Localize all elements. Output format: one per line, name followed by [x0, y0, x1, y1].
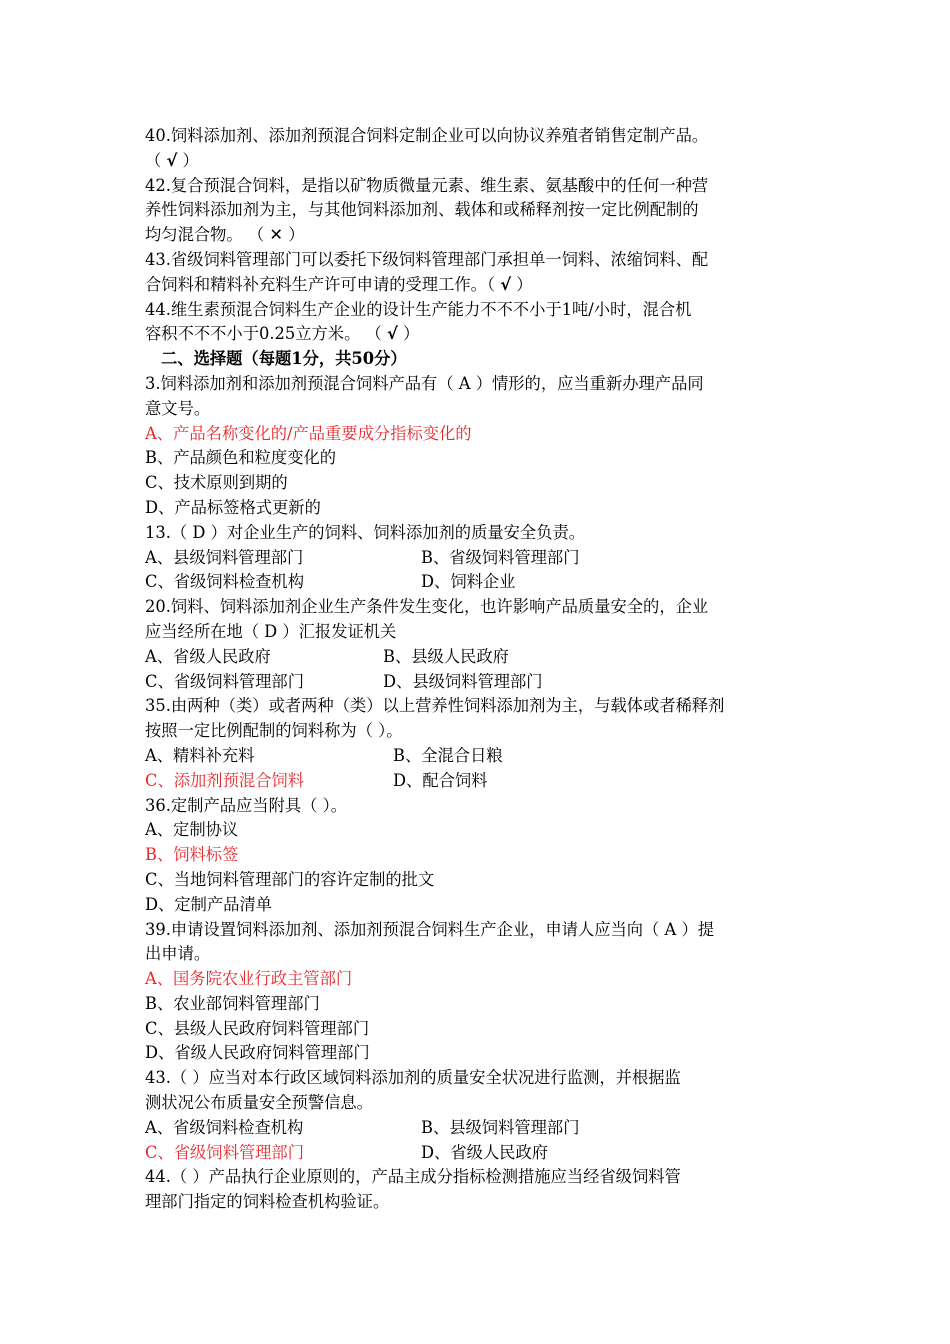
judgement-40-answer [145, 149, 810, 174]
q13-option-a: A、县级饲料管理部门 [145, 547, 304, 567]
judgement-40-close: ） [182, 150, 199, 170]
q39-option-a: A、国务院农业行政主管部门 [145, 969, 353, 989]
q43-line-1: 43.（ ）应当对本行政区域饲料添加剂的质量安全状况进行监测，并根据监 [145, 1068, 681, 1088]
q13-option-c: C、省级饲料检查机构 [145, 572, 304, 592]
q20-option-b: B、县级人民政府 [383, 646, 509, 666]
judgement-40-open: （ [145, 150, 162, 170]
document-page [145, 124, 810, 1215]
q13-line: 13.（ D ）对企业生产的饲料、饲料添加剂的质量安全负责。 [145, 522, 586, 542]
check-mark-icon: √ [387, 324, 398, 344]
cross-mark-icon: ✕ [269, 225, 283, 245]
q20-option-a: A、省级人民政府 [145, 646, 271, 666]
check-mark-icon: √ [500, 274, 512, 294]
q39-option-d: D、省级人民政府饲料管理部门 [145, 1043, 370, 1063]
judgement-42-line-1: 42.复合预混合饲料，是指以矿物质微量元素、维生素、氨基酸中的任何一种营 [145, 175, 709, 195]
check-mark-icon: √ [166, 150, 178, 170]
judgement-44-close: ） [403, 324, 420, 344]
q36-option-c: C、当地饲料管理部门的容许定制的批文 [145, 869, 435, 889]
q44-line-2: 理部门指定的饲料检查机构验证。 [145, 1192, 390, 1212]
q39-line-1: 39.申请设置饲料添加剂、添加剂预混合饲料生产企业，申请人应当向（ A ）提 [145, 919, 715, 939]
q43-line-2: 测状况公布质量安全预警信息。 [145, 1093, 373, 1113]
q43-options-cd [145, 1141, 810, 1166]
judgement-44-text: 容积不不不小于0.25立方米。 （ [145, 324, 382, 344]
q35-line-1: 35.由两种（类）或者两种（类）以上营养性饲料添加剂为主，与载体或者稀释剂 [145, 696, 725, 716]
q35-option-d: D、配合饲料 [393, 770, 488, 790]
q3-option-a: A、产品名称变化的/产品重要成分指标变化的 [145, 423, 472, 443]
q13-options-cd [145, 570, 810, 595]
q39-line-2: 出申请。 [145, 944, 211, 964]
judgement-43-text: 合饲料和精料补充料生产许可申请的受理工作。（ [145, 274, 496, 294]
judgement-42-text: 均匀混合物。 （ [145, 225, 265, 245]
q20-options-cd [145, 670, 810, 695]
q35-line-2: 按照一定比例配制的饲料称为（ ）。 [145, 721, 403, 741]
q3-option-b: B、产品颜色和粒度变化的 [145, 448, 337, 468]
q43-option-b: B、县级饲料管理部门 [421, 1117, 580, 1137]
q20-option-d: D、县级饲料管理部门 [383, 671, 543, 691]
judgement-43-close: ） [516, 274, 533, 294]
q20-options-ab [145, 645, 810, 670]
q13-option-d: D、饲料企业 [421, 572, 516, 592]
judgement-42-line-2: 养性饲料添加剂为主，与其他饲料添加剂、载体和或稀释剂按一定比例配制的 [145, 200, 699, 220]
q39-option-b: B、农业部饲料管理部门 [145, 993, 320, 1013]
q13-options-ab [145, 546, 810, 571]
q43-option-d: D、省级人民政府 [421, 1142, 549, 1162]
q20-line-2: 应当经所在地（ D ）汇报发证机关 [145, 621, 397, 641]
q36-option-d: D、定制产品清单 [145, 894, 273, 914]
judgement-43-line-1: 43.省级饲料管理部门可以委托下级饲料管理部门承担单一饲料、浓缩饲料、配 [145, 249, 709, 269]
q44-line-1: 44.（ ）产品执行企业原则的，产品主成分指标检测措施应当经省级饲料管 [145, 1167, 681, 1187]
judgement-40-line-1: 40.饲料添加剂、添加剂预混合饲料定制企业可以向协议养殖者销售定制产品。 [145, 126, 709, 145]
judgement-44-line-1: 44.维生素预混合饲料生产企业的设计生产能力不不不小于1吨/小时，混合机 [145, 299, 692, 319]
q3-line-1: 3.饲料添加剂和添加剂预混合饲料产品有（ A ）情形的，应当重新办理产品同 [145, 373, 704, 393]
q39-option-c: C、县级人民政府饲料管理部门 [145, 1018, 370, 1038]
judgement-42-answer [145, 223, 810, 248]
q3-option-c: C、技术原则到期的 [145, 473, 288, 493]
judgement-42-close: ） [288, 225, 305, 245]
q3-line-2: 意文号。 [145, 398, 211, 418]
judgement-44-answer [145, 322, 810, 347]
q13-option-b: B、省级饲料管理部门 [421, 547, 580, 567]
q35-option-a: A、精料补充料 [145, 745, 255, 765]
q35-option-b: B、全混合日粮 [393, 745, 503, 765]
q35-options-ab [145, 744, 810, 769]
judgement-43-answer [145, 273, 810, 298]
q20-line-1: 20.饲料、饲料添加剂企业生产条件发生变化，也许影响产品质量安全的，企业 [145, 597, 709, 617]
q3-option-d: D、产品标签格式更新的 [145, 497, 321, 517]
q20-option-c: C、省级饲料管理部门 [145, 671, 304, 691]
q43-options-ab [145, 1116, 810, 1141]
q36-line: 36.定制产品应当附具（ ）。 [145, 795, 348, 815]
q35-option-c: C、添加剂预混合饲料 [145, 770, 304, 790]
q36-option-a: A、定制协议 [145, 820, 239, 840]
q36-option-b: B、饲料标签 [145, 845, 239, 865]
q35-options-cd [145, 769, 810, 794]
section-title: 二、选择题（每题1分，共50分） [161, 349, 407, 369]
q43-option-a: A、省级饲料检查机构 [145, 1117, 304, 1137]
q43-option-c: C、省级饲料管理部门 [145, 1142, 304, 1162]
